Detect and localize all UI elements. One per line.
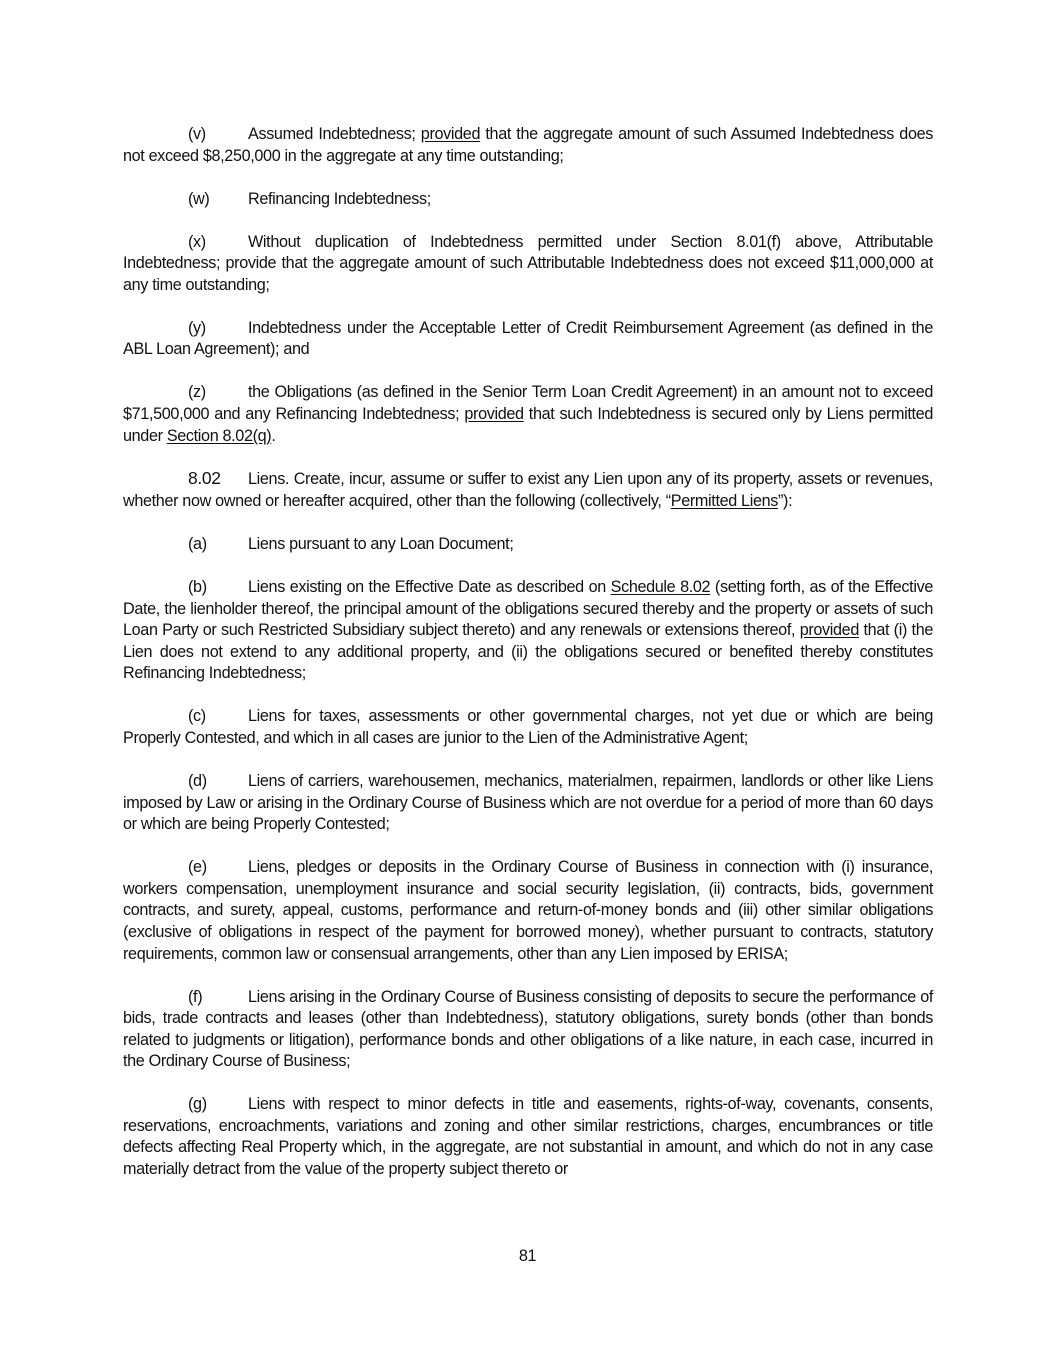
clause-text: Assumed Indebtedness;: [248, 125, 421, 143]
clause-a: [123, 534, 933, 556]
clause-label: (w): [188, 189, 210, 208]
clause-label: (c): [188, 707, 206, 726]
clause-text: (setting forth, as of the Effective Date, the lienholder thereof, the principal amount of the obligations secured thereby and the property or assets of such Loan Party or such Restricted Subsidiary subject thereto) and any renewals or extensions thereof,: [123, 578, 933, 640]
clause-text: that (i) the Lien does not extend to any additional property, and (ii) the obligations secured or benefited thereby constitutes Refinancing Indebtedness;: [123, 621, 933, 683]
clause-text: Liens pursuant to any Loan Document;: [248, 535, 514, 554]
clause-label: (a): [188, 535, 207, 554]
clause-x: [123, 232, 933, 297]
clause-label: (e): [188, 858, 207, 877]
schedule-reference: Schedule 8.02: [610, 578, 711, 597]
clause-text: the Obligations (as defined in the Senior Term Loan Credit Agreement) in an amount not to exceed $71,500,000 and any Refinancing Indebtedness;: [123, 383, 933, 423]
clause-text: Indebtedness under the Acceptable Letter of Credit Reimbursement Agreement (as defined in the ABL Loan Agreement); and: [123, 318, 933, 359]
clause-e: [123, 857, 933, 965]
clause-f: [123, 987, 933, 1073]
clause-text: Liens, pledges or deposits in the Ordinary Course of Business in connection with (i) insurance, workers compensation, unemployment insurance and social security legislation, (ii) contracts, bids, government contracts, and surety, appeal, customs, performance and return-of-money bonds and (iii) other similar obligations (exclusive of obligations in respect of the payment for borrowed money), whether pursuant to contracts, statutory requirements, common law or consensual arrangements, other than any Lien imposed by ERISA;: [123, 858, 933, 963]
clause-z: [123, 382, 933, 447]
defined-term-provided: provided: [799, 621, 859, 640]
clause-label: (x): [188, 232, 206, 251]
clause-text: Refinancing Indebtedness;: [248, 189, 431, 208]
clause-g: [123, 1094, 933, 1180]
defined-term-provided: provided: [464, 404, 524, 423]
clause-text: that such Indebtedness is secured only by Liens permitted under: [123, 404, 933, 445]
clause-text: that the aggregate amount of such Assumed Indebtedness does not exceed $8,250,000 in the aggregate at any time outstanding;: [123, 125, 933, 165]
clause-text: Liens for taxes, assessments or other governmental charges, not yet due or which are being Properly Contested, and which in all cases are junior to the Lien of the Administrative Agent;: [123, 707, 933, 747]
section-reference: Section 8.02(q): [166, 426, 272, 445]
clause-label: (z): [188, 383, 206, 402]
clause-d: [123, 771, 933, 836]
document-page: [123, 124, 933, 1202]
clause-label: (v): [188, 125, 206, 143]
defined-term-provided: provided: [420, 125, 481, 143]
clause-label: (y): [188, 318, 206, 337]
clause-text: Liens of carriers, warehousemen, mechanics, materialmen, repairmen, landlords or other like Liens imposed by Law or arising in the Ordinary Course of Business which are not overdue for a period of more than 60 days or which are being Properly Contested;: [123, 771, 933, 834]
section-8-02: [123, 468, 933, 512]
clause-w: [123, 189, 933, 211]
clause-label: (b): [188, 578, 207, 597]
clause-v: [123, 124, 933, 167]
section-text: ”):: [778, 492, 793, 511]
clause-label: (g): [188, 1095, 207, 1114]
section-title: Liens.: [248, 470, 290, 489]
section-number: 8.02: [188, 468, 221, 489]
clause-text: Liens with respect to minor defects in title and easements, rights-of-way, covenants, consents, reservations, encroachments, variations and zoning and other similar restrictions, charges, encumbrances or title defects affecting Real Property which, in the aggregate, are not substantial in amount, and which do not in any case materially detract from the value of the property subject thereto or: [123, 1095, 933, 1179]
clause-text: Liens arising in the Ordinary Course of Business consisting of deposits to secure the performance of bids, trade contracts and leases (other than Indebtedness), statutory obligations, surety bonds (other than bonds related to judgments or litigation), performance bonds and other obligations of a like nature, in each case, incurred in the Ordinary Course of Business;: [123, 987, 933, 1071]
clause-b: [123, 577, 933, 685]
clause-text: .: [271, 426, 276, 445]
clause-label: (f): [188, 987, 203, 1006]
clause-y: [123, 318, 933, 361]
clause-text: Liens existing on the Effective Date as described on: [248, 578, 611, 597]
clause-text: Without duplication of Indebtedness permitted under Section 8.01(f) above, Attributable Indebtedness; provide that the aggregate amount of such Attributable Indebtedness does not exceed $11,000,000 at any time outstanding;: [123, 232, 933, 294]
page-number: 81: [518, 1247, 537, 1265]
defined-term-permitted-liens: Permitted Liens: [670, 492, 778, 511]
clause-label: (d): [188, 771, 207, 790]
clause-c: [123, 706, 933, 749]
section-text: Create, incur, assume or suffer to exist any Lien upon any of its property, assets or revenues, whether now owned or hereafter acquired, other than the following (collectively, “: [123, 470, 933, 511]
